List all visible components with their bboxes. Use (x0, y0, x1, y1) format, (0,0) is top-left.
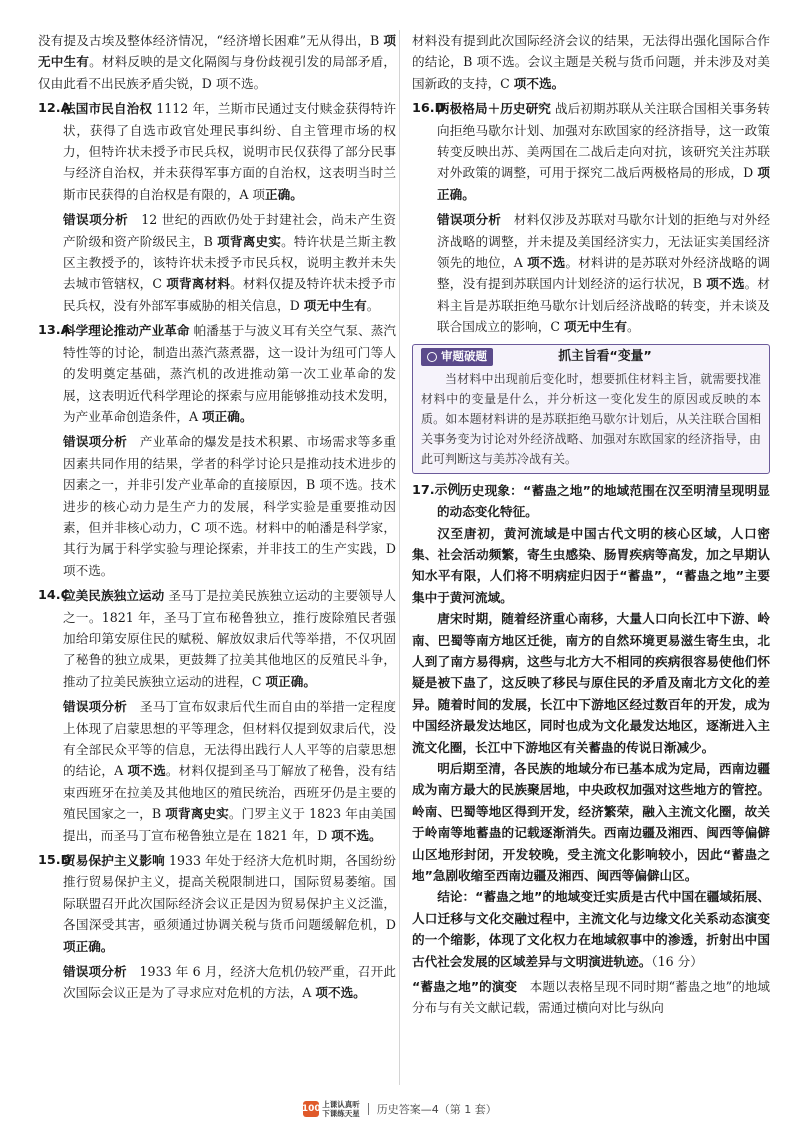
question-15 (38, 850, 396, 957)
text: 圣马丁宣布奴隶后代生而自由的举措一定程度上体现了启蒙思想的平等理念，但材料仅提到奴隶后代，没有全部民众平等的信息，无法得出践行人人平等的启蒙思想的结论，A (63, 699, 397, 779)
page-label: 历史答案—4（第 1 套） (376, 1103, 497, 1116)
text: 材料仅涉及苏联对马歇尔计划的拒绝与对外经济战略的调整，并未提及美国经济实力，无法证实美国经济领先的地位，A (437, 212, 771, 271)
topic-tag: 法国市民自治权 (63, 101, 153, 117)
analysis-label: “蓄蛊之地”的演变 (412, 979, 518, 995)
exam-tip-header (421, 345, 761, 369)
answer-judgement: 项无中生有 (38, 33, 396, 70)
analysis-text: 战后初期苏联从关注联合国相关事务转向拒绝马歇尔计划、加强对东欧国家的经济指导，这一政策转变反映出苏、美两国在二战后走向对抗，该研究关注苏联对外政策的调整，可用于探究二战后两极格局的形成，D (437, 101, 771, 181)
text: 材料没有提到此次国际经济会议的结果，无法得出强化国际合作的结论，B 项不选。会议主题是关税与货币问题，并未涉及对美国新政的支持，C (412, 33, 770, 91)
answer-judgement: 项无中生有 (303, 297, 367, 313)
logo-mark: 100 (303, 1101, 319, 1117)
exam-tip-body: 当材料中出现前后变化时，想要抓住材料主旨，就需要找准材料中的变量是什么，并分析这一变化发生的原因或反映的本质。如本题材料讲的是苏联拒绝马歇尔计划后，从关注联合国相关事务变为讨论对外经济战略、加强对东欧国家的经济指导，由此可判断这与美苏冷战有关。 (421, 371, 761, 466)
question-14 (38, 585, 396, 692)
logo-line: 上课认真听 (322, 1100, 360, 1109)
answer-paragraph: 汉至唐初，黄河流域是中国古代文明的核心区域，人口密集、社会活动频繁，寄生虫感染、肠胃疾病等高发，加之早期认知水平有限，人们将不明病症归因于“蓄蛊”，“蓄蛊之地”主要集中于黄河流域。 (412, 525, 770, 605)
answer-text: 历史现象：“蓄蛊之地”的地域范围在汉至明清呈现明显的动态变化特征。 (437, 482, 770, 520)
question-number: 16.D (412, 101, 446, 117)
text: 1933 年 6 月，经济大危机仍较严重，召开此次国际会议正是为了寻求应对危机的方法，A (63, 964, 397, 1001)
analysis-text: 帕潘基于与波义耳有关空气泵、蒸汽特性等的讨论，制造出蒸汽蒸煮器，这一设计为纽可门等人的发明奠定基础，蒸汽机的改进推动第一次工业革命的发展，这表明近代科学理论的探索与应用能够推动技术发明，为产业革命创造条件，A (63, 323, 397, 424)
q13-error-analysis (38, 431, 396, 581)
text: 没有提及古埃及整体经济情况，“经济增长困难”无从得出，B (38, 33, 384, 48)
page-footer (0, 1096, 800, 1122)
error-analysis-label: 错误项分析 (63, 434, 128, 450)
q15-continuation (412, 30, 770, 94)
topic-tag: 两极格局＋历史研究 (437, 101, 551, 117)
question-17 (412, 480, 770, 523)
answer-judgement: 正确。 (265, 186, 303, 202)
answer-judgement: 项不选。 (513, 75, 565, 91)
badge-label: 审题破题 (441, 348, 487, 363)
score: （16 分） (651, 953, 703, 969)
question-number: 17.示例 (412, 482, 461, 498)
text: 。材料反映的是文化隔阂与身份歧视引发的局部矛盾，仅由此看不出民族矛盾尖锐，D 项不选。 (38, 54, 397, 91)
answer-judgement: 项不选 (706, 276, 745, 292)
analysis-text: 1933 年处于经济大危机时期，各国纷纷推行贸易保护主义，提高关税限制进口，国际贸易萎缩。国际联盟召开此次国际经济会议正是因为贸易保护主义泛滥，各国深受其害，亟须通过协调关税与货币问题缓解危机，D (63, 853, 396, 933)
text: 产业革命的爆发是技术积累、市场需求等多重因素共同作用的结果，学者的科学讨论只是推动技术进步的因素之一，并非引发产业革命的直接原因，B 项不选。技术进步的核心动力是生产力的发展，科学实验是重要推动因素，但并非核心动力，C 项不选。材料中的帕潘是科学家，其行为属于科学实验与理论探索，并非技工的生产实践，D (63, 434, 397, 557)
analysis-text: 圣马丁是拉美民族独立运动的主要领导人之一。1821 年，圣马丁宣布秘鲁独立，推行废除殖民者强加给印第安原住民的赋税、解放奴隶后代等举措，不仅巩固了秘鲁的独立成果，更鼓舞了拉美其他地区的反殖民斗争，推动了拉美民族独立运动的进程，C (63, 588, 397, 689)
logo-line: 下课练天星 (322, 1109, 360, 1118)
text: 。材料讲的是苏联对外经济战略的调整，没有提到苏联国内计划经济的运行状况，B (437, 255, 770, 292)
text: 。特许状是兰斯主教区主教授予的，该特许状未授予市民兵权，说明主教并未失去城市管辖权，C (63, 233, 397, 292)
text: 。材料仅提到圣马丁解放了秘鲁，没有结束西班牙在拉美及其他地区的殖民统治，西班牙仍是主要的殖民国家之一，B (63, 763, 396, 822)
analysis-text: 1112 年，兰斯市民通过支付赎金获得特许状，获得了自选市政官处理民事纠纷、自主管理市场的权力，但特许状未授予市民兵权，说明市民仅获得了部分民事与经济自治权，并未获得军事方面的自治权，这表明当时兰斯市民获得的自治权是有限的，A 项 (63, 101, 396, 202)
column-divider (399, 30, 400, 1085)
question-number: 14.C (38, 588, 71, 604)
answer-judgement: 项不选。 (63, 562, 114, 578)
exam-tip-title: 抓主旨看“变量” (558, 348, 652, 364)
text: 。材料主旨是苏联拒绝马歇尔计划后经济战略的转变，并未谈及联合国成立的影响，C (437, 276, 771, 335)
logo-text (322, 1100, 360, 1118)
magnifier-icon (427, 352, 437, 362)
answer-judgement: 项背离史实 (165, 806, 229, 822)
question-13 (38, 320, 396, 427)
answer-judgement: 项不选。 (315, 985, 366, 1001)
answer-conclusion (412, 886, 770, 972)
answer-judgement: 项无中生有 (563, 319, 627, 335)
text: 。 (626, 319, 640, 335)
answer-text: 结论：“蓄蛊之地”的地域变迁实质是古代中国在疆域拓展、人口迁移与文化交融过程中，主流文化与边缘文化关系动态演变的一个缩影，体现了文化权力在地域叙事中的渗透，折射出中国古代社会发展的区域差异与文明演进轨迹。 (412, 889, 770, 969)
topic-tag: 贸易保护主义影响 (63, 853, 165, 869)
answer-judgement: 项正确。 (63, 938, 114, 954)
error-analysis-label: 错误项分析 (63, 964, 127, 980)
answer-judgement: 项正确。 (437, 165, 770, 202)
brand-logo (303, 1100, 360, 1118)
question-number: 15.D (38, 853, 72, 869)
question-12 (38, 98, 396, 205)
q11-continuation (38, 30, 396, 94)
error-analysis-label: 错误项分析 (63, 699, 128, 715)
text: 本题以表格呈现不同时期“蓄蛊之地”的地域分布与有关文献记载，需通过横向对比与纵向 (412, 979, 770, 1016)
text: 12 世纪的西欧仍处于封建社会，尚未产生资产阶级和资产阶级民主，B (63, 212, 397, 249)
topic-tag: 科学理论推动产业革命 (63, 323, 190, 339)
answer-judgement: 项正确。 (265, 673, 316, 689)
answer-paragraph: 明后期至清，各民族的地域分布已基本成为定局，西南边疆成为南方最大的民族聚居地，中央政权加强对这些地方的管控。岭南、巴蜀等地区得到开发，经济繁荣，融入主流文化圈，故关于岭南等地蓄蛊的记载逐渐消失。西南边疆及湘西、闽西等偏僻山区地形封闭，开发较晚，受主流文化影响较小，因此“蓄蛊之地”急剧收缩至西南边疆及湘西、闽西等偏僻山区。 (412, 760, 770, 883)
q14-error-analysis (38, 696, 396, 846)
answer-judgement: 项不选 (527, 255, 566, 271)
q12-error-analysis (38, 209, 396, 316)
right-column (412, 30, 770, 1019)
exam-tip-box (412, 344, 770, 474)
error-analysis-label: 错误项分析 (437, 212, 502, 228)
text: 。 (366, 297, 380, 313)
q17-analysis (412, 976, 770, 1019)
left-column (38, 30, 396, 1004)
answer-paragraph: 唐宋时期，随着经济重心南移，大量人口向长江中下游、岭南、巴蜀等南方地区迁徙，南方的自然环境更易滋生寄生虫，北人到了南方易得病，这些与北方大不相同的疾病很容易使他们怀疑是被下蛊了，这反映了移民与原住民的矛盾及南北方文化的差异。随着时间的发展，长江中下游地区经过数百年的开发，成为中国经济最发达地区，同时也成为文化最发达地区，逐渐进入主流文化圈，长江中下游地区有关蓄蛊的传说日渐减少。 (412, 611, 770, 755)
exam-tip-badge (421, 348, 493, 366)
answer-judgement: 项背离材料 (166, 276, 231, 292)
error-analysis-label: 错误项分析 (63, 212, 129, 228)
footer-divider (368, 1103, 369, 1115)
question-16 (412, 98, 770, 205)
topic-tag: 拉美民族独立运动 (63, 588, 165, 604)
question-number: 13.A (38, 323, 71, 339)
text: 。门罗主义于 1823 年由美国提出，而圣马丁宣布秘鲁独立是在 1821 年，D (63, 806, 397, 843)
text: 。材料仅提及特许状未授予市民兵权，没有外部军事威胁的相关信息，D (63, 276, 397, 313)
answer-judgement: 项背离史实 (217, 233, 282, 249)
q15-error-analysis (38, 961, 396, 1004)
answer-judgement: 项不选。 (331, 827, 382, 843)
question-number: 12.A (38, 101, 71, 117)
answer-judgement: 项不选 (127, 763, 166, 779)
answer-judgement: 项正确。 (202, 408, 253, 424)
q16-error-analysis (412, 209, 770, 337)
